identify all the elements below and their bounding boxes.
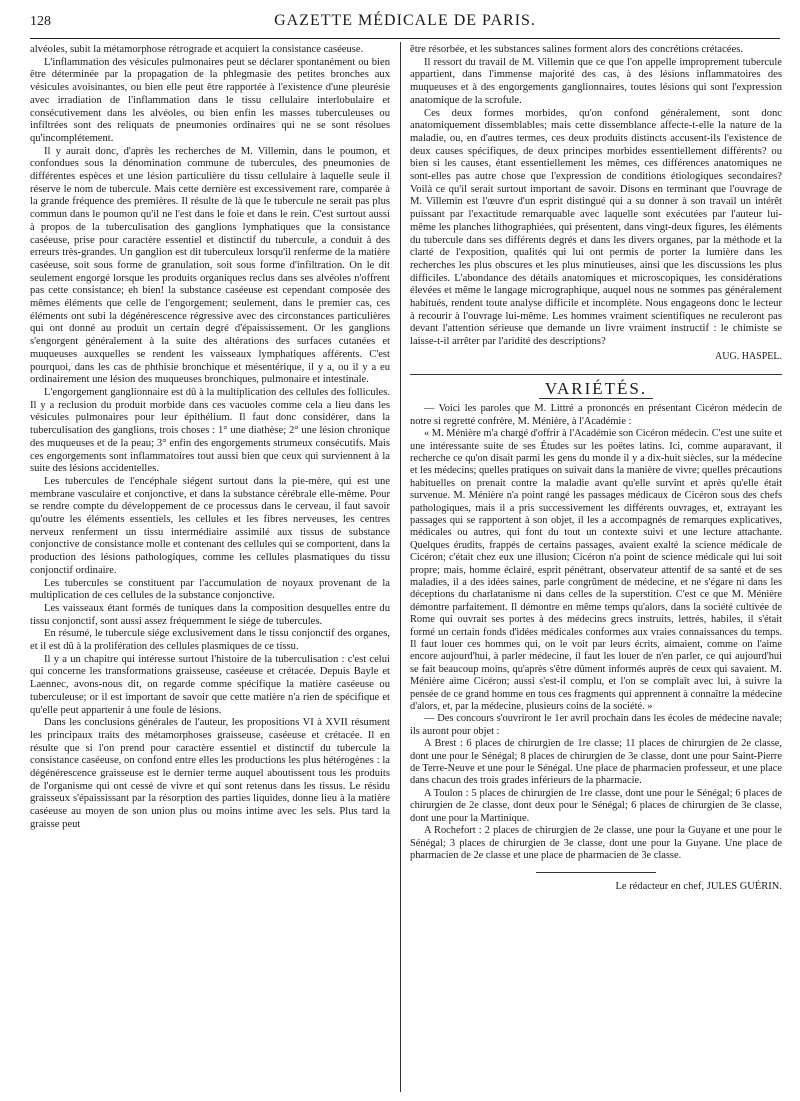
header-rule <box>30 38 780 39</box>
varietes-paragraph: — Voici les paroles que M. Littré a prononcés en présentant Cicéron médecin de notre si regretté confrère, M. Ménière, à l'Académie : <box>410 403 782 427</box>
section-title <box>410 378 782 398</box>
left-paragraph: En résumé, le tubercule siége exclusivement dans le tissu conjonctif des organes, et il est dû à la prolifération des cellules plasmiques de ce tissu. <box>30 628 390 653</box>
varietes-body <box>410 403 782 862</box>
right-paragraph: Ces deux formes morbides, qu'on confond généralement, sont donc anatomiquement dissemblables; mais cette dissemblance affecte-t-elle la nature de la maladie, ou, en d'autres termes, ces deux produits distincts accusent-ils l'existence de deux causes spécifiques, de deux principes morbides essentiellement différents? ou bien si les causes, étant essentiellement les mêmes, ces différences anatomiques ne sont-elles pas autre chose que l'expression de conditions étiologiques secondaires? Voilà ce qu'il serait surtout important de savoir. Disons en terminant que l'ouvrage de M. Villemin est l'œuvre d'un esprit distingué qui a su donner à son travail un intérêt puissant par l'exactitude remarquable avec laquelle sont exécutées par l'auteur lui-même les planches lithographiées, qui présentent, dans vingt-deux figures, les éléments du tubercule dans ses différents degrés et dans les divers organes, par la méthode et la clarté de l'exposition, qualités qui lui ont permis de porter la lumière dans les recherches les plus obscures et les plus minutieuses, ainsi que les discussions les plus difficiles. L'abondance des détails anatomiques et microscopiques, les considérations élevées et même le langage micrographique, auquel nous ne sommes pas généralement habitués, rendent toute analyse difficile et incomplète. Nous engageons donc le lecteur à recourir à l'ouvrage lui-même. Les hommes vraiment scientifiques ne reculeront pas devant l'attention sérieuse que demande un livre vraiment instructif : le chimiste se laisse-t-il arrêter par l'aridité des descriptions? <box>410 107 782 348</box>
varietes-paragraph: A Toulon : 5 places de chirurgien de 1re classe, dont une pour le Sénégal; 6 places de chirurgien de 2e classe, dont deux pour le Sénégal; 6 places de chirurgien de 3e classe, dont une pour la Martinique. <box>410 787 782 824</box>
varietes-paragraph: A Rochefort : 2 places de chirurgien de 2e classe, une pour la Guyane et une pour le Sénégal; 3 places de chirurgien de 3e classe, dont une pour la Guyane. Une place de pharmacien de 2e classe et une place de pharmacien de 3e classe. <box>410 825 782 861</box>
left-paragraph: Les vaisseaux étant formés de tuniques dans la composition desquelles entre du tissu conjonctif, sont aussi assez fréquemment le siége de tubercules. <box>30 602 390 627</box>
left-paragraph: Il y a un chapitre qui intéresse surtout l'histoire de la tuberculisation : c'est celui qui concerne les transformations graisseuse, caséeuse et crétacée. Depuis Bayle et Laennec, avons-nous dit, on regarde comme spécifique la matière caséeuse ou tuberculeuse; or il est important de savoir que cette matière n'a rien de spécifique et qu'elle peut appartenir à une foule de lésions. <box>30 653 390 716</box>
editor-line: Le rédacteur en chef, JULES GUÉRIN. <box>615 881 782 893</box>
varietes-heading: VARIÉTÉS. <box>539 379 653 399</box>
varietes-paragraph: — Des concours s'ouvriront le 1er avril prochain dans les écoles de médecine navale; ils auront pour objet : <box>410 713 782 737</box>
right-paragraph: être résorbée, et les substances salines forment alors des concrétions crétacées. <box>410 44 743 55</box>
right-column <box>410 44 782 894</box>
left-paragraph: Dans les conclusions générales de l'auteur, les propositions VI à XVII résument les principaux traits des métamorphoses graisseuse, caséeuse et crétacée. Il en résulte que si l'on prend pour caractère essentiel et distinctif du tubercule la consistance caséeuse, on confond entre elles les productions les plus hétérogènes : la dégénérescence graisseuse est le dernier terme auquel aboutissent tous les produits de l'organisme qui ont cessé de vivre et qui sont retenus dans les tissus. Le résidu graisseux s'épaississant par la résorption des parties liquides, donne lieu à la matière caséeuse au moyen de son union plus ou moins intime avec les sels. Plus tard la graisse peut <box>30 717 390 830</box>
section-rule <box>410 374 782 375</box>
varietes-paragraph: A Brest : 6 places de chirurgien de 1re classe; 11 places de chirurgien de 2e classe, dont une pour le Sénégal; 8 places de chirurgien de 3e classe, dont une pour Saint-Pierre de Terre-Neuve et une pour le Sénégal. Une place de pharmacien professeur, et une place dans chacun des trois grades inférieurs de la pharmacie. <box>410 738 782 787</box>
left-paragraph: Les tubercules de l'encéphale siégent surtout dans la pie-mère, qui est une membrane vasculaire et conjonctive, et dans la substance cérébrale elle-même. Pour se rendre compte du développement de ce processus dans le cerveau, il faut savoir qu'outre les éléments essentiels, les cellules et les fibres nerveuses, les centres nerveux renferment un tissu intermédiaire assimilé aux tissus de substance conjonctive de consistance molle et contenant des cellules qui se comportent, dans la production des lésions pathologiques, comme les cellules plasmatiques du tissu conjonctif ordinaire. <box>30 475 390 576</box>
page-header <box>30 10 780 38</box>
right-paragraph: Il ressort du travail de M. Villemin que ce que l'on appelle improprement tubercule appartient, dans l'immense majorité des cas, à des lésions inflammatoires des muqueuses et à des engorgements ganglionnaires, toutes lésions qui sont l'expression anatomique de la scrofule. <box>410 56 782 106</box>
left-paragraph: Les tubercules se constituent par l'accumulation de noyaux provenant de la multiplication de ces cellules de la substance conjonctive. <box>30 577 390 602</box>
column-divider <box>400 42 401 1092</box>
left-paragraph: L'inflammation des vésicules pulmonaires peut se déclarer spontanément ou bien être déterminée par la propagation de la phlegmasie des petites bronches aux vésicules avoisinantes, ou bien elle peut être rapportée à l'existence d'une pleurésie avec irradiation de l'inflammation dans le tissu cellulaire interlobulaire et consécutivement dans les alvéoles, ou bien enfin les masses tuberculeuses ou infiltrées sont des reliquats de pneumonies ordinaires qui ne se sont résolues qu'incomplétement. <box>30 56 390 144</box>
author-signature: AUG. HASPEL. <box>715 350 782 362</box>
left-column <box>30 44 390 832</box>
left-paragraph: alvéoles, subit la métamorphose rétrograde et acquiert la consistance caséeuse. <box>30 44 364 55</box>
varietes-paragraph: « M. Ménière m'a chargé d'offrir à l'Académie son Cicéron médecin. C'est une suite et une intéressante suite de ses Études sur les poëtes latins. Ici, comme auparavant, il recherche ce qu'on disait parmi les gens du monde il y a dix-huit siècles, sur la médecine et les médecins; quelles pratiques on suivait dans la manière de vivre; quelles précautions habituelles on prenait contre la maladie avant qu'elle survînt et après qu'elle était survenue. M. Ménière n'a point rangé les passages médicaux de Cicéron sous des chefs pathologiques, mais il a pris successivement les différents ouvrages, et, extrayant les passages qui se rapportent à son objet, il les a accompagnés de remarques explicatives, médicales ou autres, qui font du tout un contexte suivi et une lecture attachante. Quelques érudits, frappés de certains passages, avaient exalté la science médicale de Cicéron; c'était chez eux une illusion; Cicéron n'a point de science médicale qui lui soit propre; mais, homme éclairé, esprit pénétrant, observateur attentif de sa santé et de ses maladies, il a des idées saines, parle congrûment de médecine, et ne s'égare ni dans les déceptions du charlatanisme ni dans celles de la superstition. C'est ce que M. Ménière démontre parfaitement. Il démontre en même temps qu'alors, dans la société cultivée de Rome qui ouvrait ses portes à des médecins grecs instruits, lettrés, habiles, il s'était formé un certain fonds d'idées médicales conformes aux vraies connaissances du temps. Il faut louer ces hommes qui, on le voit par leurs écrits, aimaient, comme on l'aime encore aujourd'hui, à parler médecine, il faut les louer de n'en parler, ce qui aujourd'hui se fait beaucoup moins, qu'après s'être dûment informés auprès de ceux qui savaient. M. Ménière aime Cicéron; aussi s'est-il complu, et l'on se complaît avec lui, à suivre la pensée de ce grand homme en tous ces fragments qui apprennent à connaître la médecine d'alors, et, par la médecine, plusieurs coins de la société. » <box>410 428 782 713</box>
page-number: 128 <box>30 14 51 29</box>
left-paragraph: L'engorgement ganglionnaire est dû à la multiplication des cellules des follicules. Il y a reclusion du produit morbide dans ces vacuoles comme cela a lieu dans les vésicules pulmonaires pour leur épithélium. Il faut donc considérer, dans la tuberculisation des ganglions, trois choses : 1° une diathèse; 2° une lésion chronique des muqueuses et de la peau; 3° enfin des engorgements strumeux consécutifs. Mais ces engorgements sont inflammatoires tout aussi bien que ceux qui surviennent à la suite des lésions accidentelles. <box>30 386 390 475</box>
editor-rule <box>536 872 656 873</box>
journal-title: GAZETTE MÉDICALE DE PARIS. <box>274 12 536 29</box>
left-paragraph: Il y aurait donc, d'après les recherches de M. Villemin, dans le poumon, et confondues sous la dénomination commune de tubercules, des pneumonies de différentes espèces et une lésion particulière du tissu cellulaire à laquelle seule il réserve le nom de tubercule. Mais cette dernière est excessivement rare, comparée à la grande fréquence des premières. Il résulte de là que le tubercule ne serait pas plus commun dans le poumon qu'il ne l'est dans le foie et dans le rein. C'est surtout aussi à propos de la tuberculisation des ganglions lymphatiques que la consistance caséeuse, prise pour caractère essentiel et distinctif du tubercule, a conduit à des erreurs très-grandes. Un ganglion est dit tuberculeux lorsqu'il renferme de la matière caséeuse, soit sous forme de granulation, soit sous forme d'infiltration. On le dit seulement engorgé lorsque les produits organiques reclus dans ses alvéoles n'offrent pas cette consistance; eh bien! la substance caséeuse est cependant composée des mêmes éléments que celle de l'engorgement; seulement, dans le premier cas, ces éléments ont subi la dégénérescence régressive avec des circonstances particulières qui ont donné au produit un certain degré d'épaississement. Or les ganglions s'engorgent généralement à la suite des altérations des surfaces cutanées et muqueuses auxquelles se rendent les vaisseaux lymphatiques afférents. C'est pourquoi, dans les cas de phthisie bronchique et mésentérique, il y a, ou il y a eu ordinairement une lésion des muqueuses bronchiques, pulmonaire et intestinale. <box>30 145 390 386</box>
